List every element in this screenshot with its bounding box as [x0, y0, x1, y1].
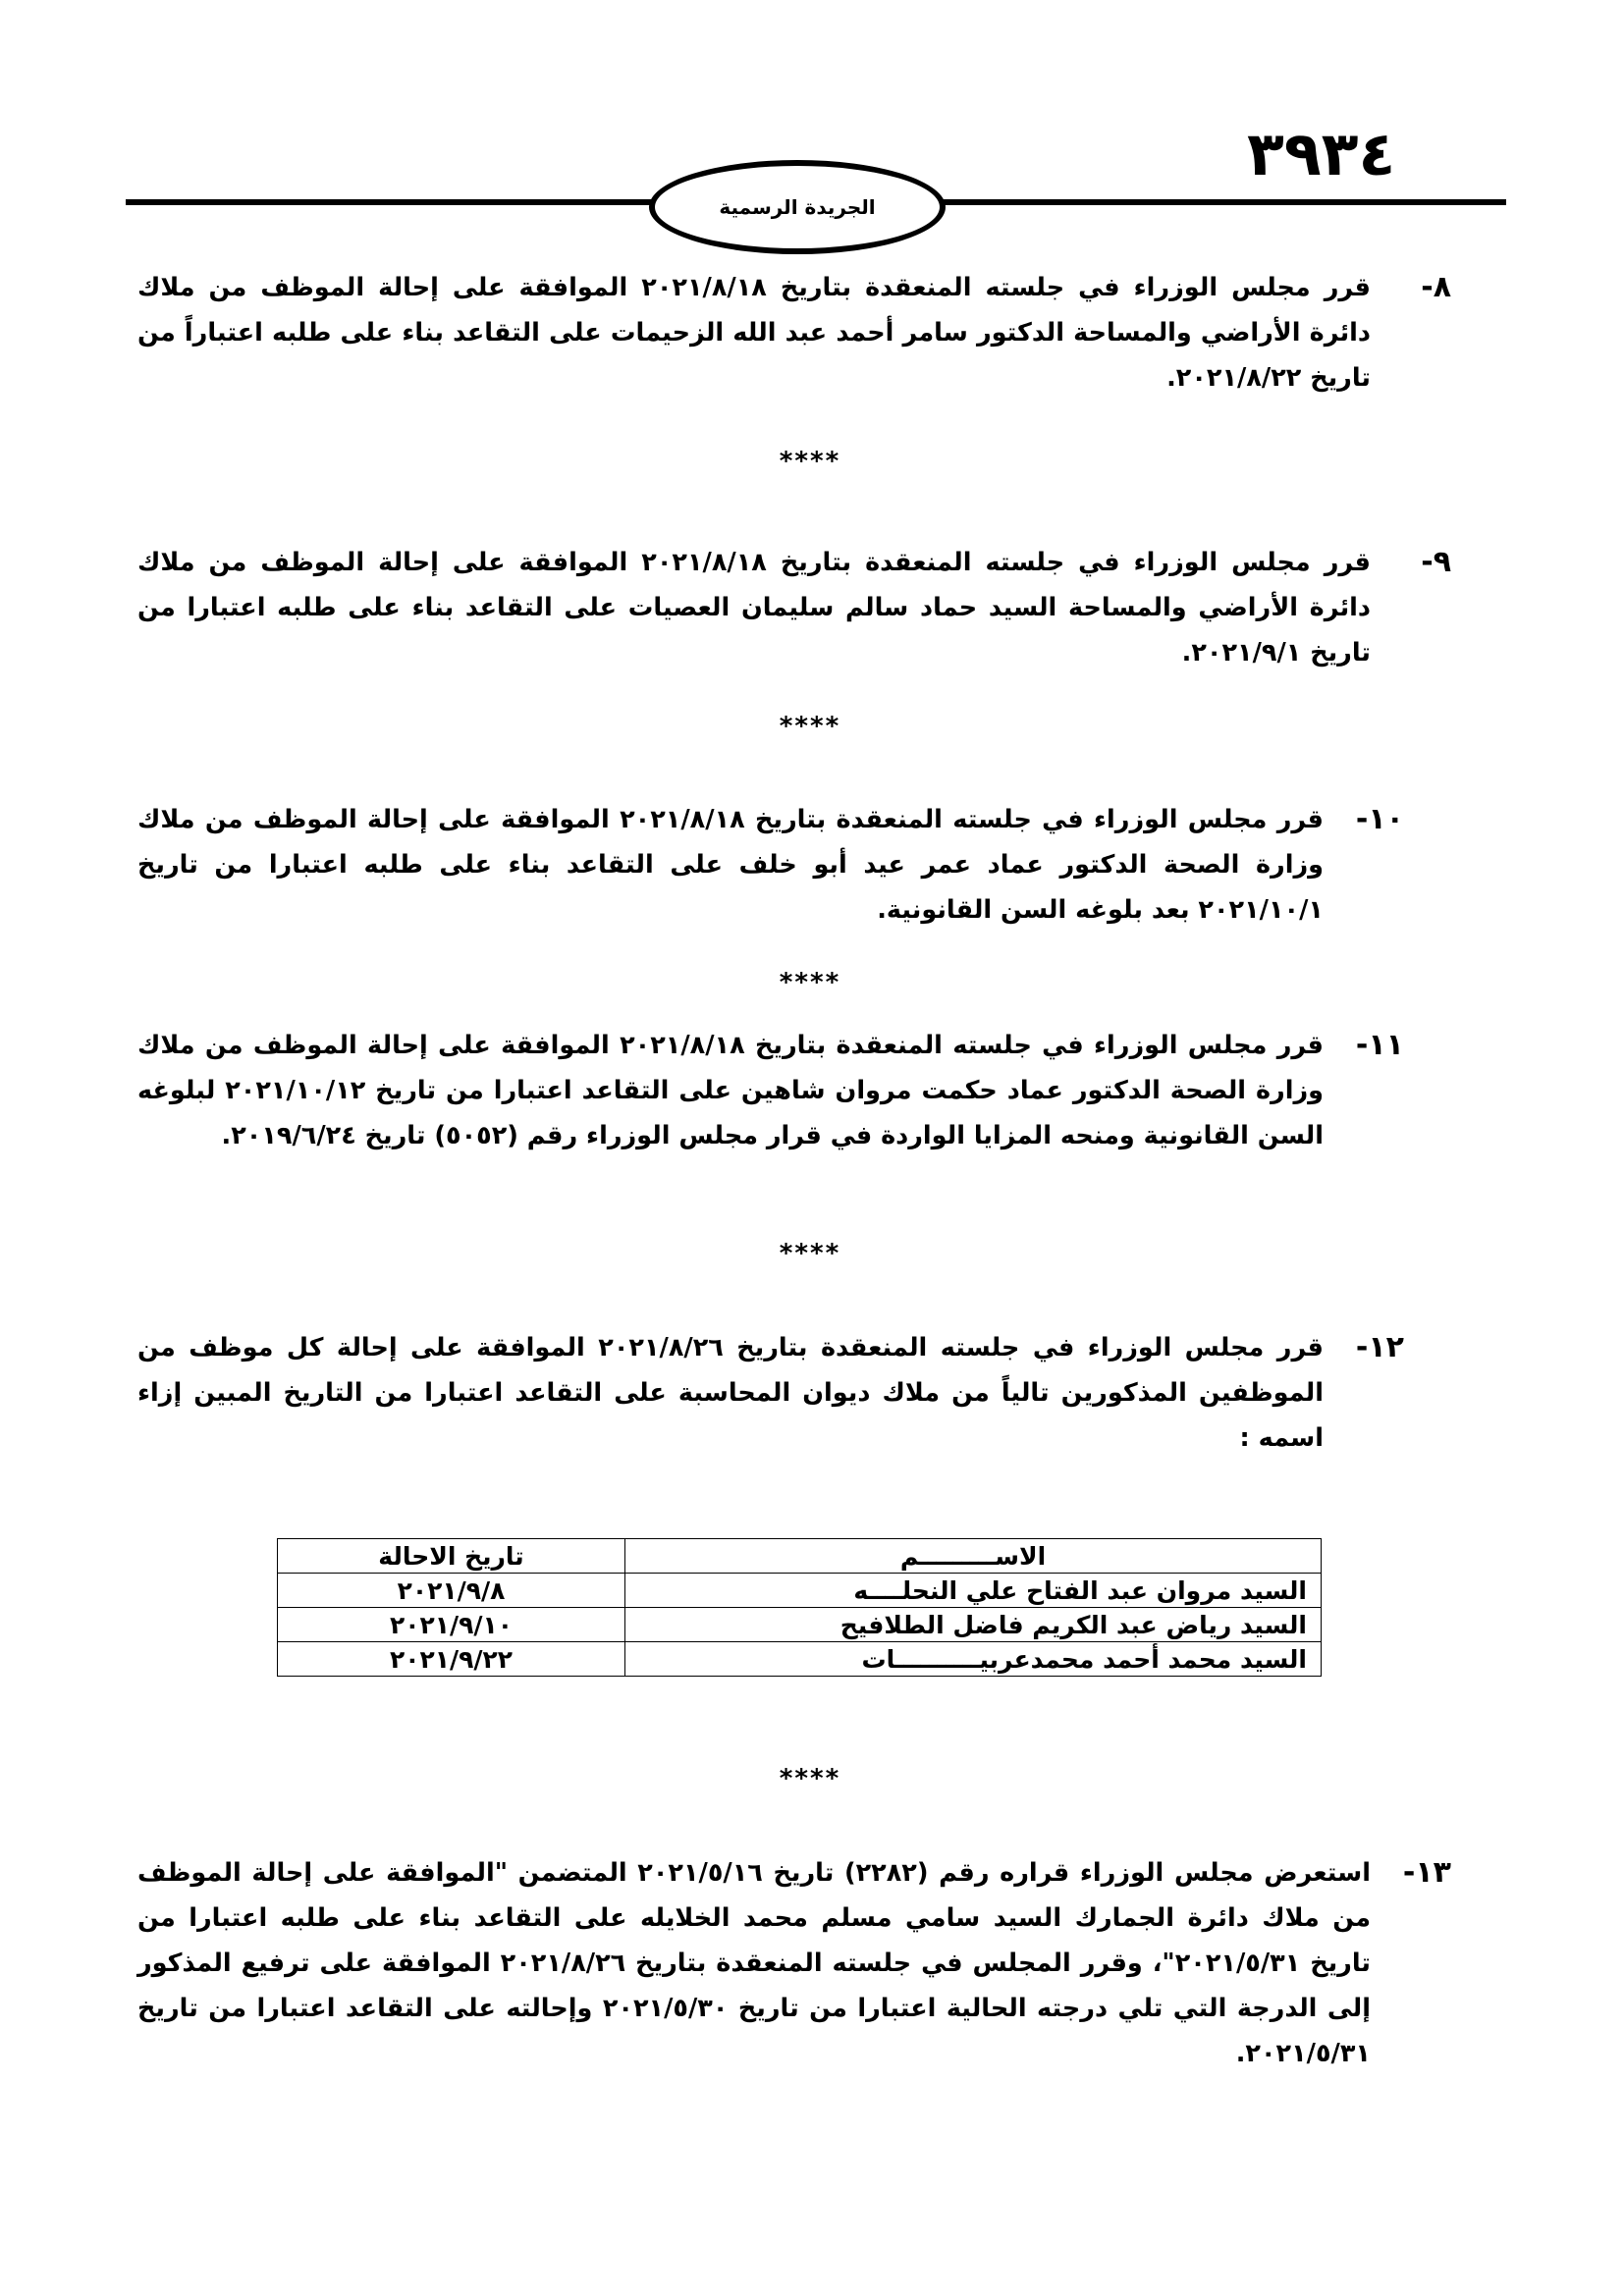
- item-text: استعرض مجلس الوزراء قراره رقم (٢٢٨٢) تاريخ ٢٠٢١/٥/١٦ المتضمن "الموافقة على إحالة الموظف من ملاك دائرة الجمارك السيد سامي مسلم محمد الخلايله على التقاعد بناء على طلبه اعتبارا من تاريخ ٢٠٢١/٥/٣١"، وقرر المجلس في جلسته المنعقدة بتاريخ ٢٠٢١/٨/٢٦ الموافقة على ترفيع المذكور إلى الدرجة التي تلي درجته الحالية اعتبارا من تاريخ ٢٠٢١/٥/٣٠ وإحالته على التقاعد اعتبارا من تاريخ ٢٠٢١/٥/٣١.: [137, 1858, 1371, 2068]
- item-text: قرر مجلس الوزراء في جلسته المنعقدة بتاريخ ٢٠٢١/٨/٢٦ الموافقة على إحالة كل موظف من الموظفين المذكورين تالياً من ملاك ديوان المحاسبة على التقاعد اعتبارا من التاريخ المبين إزاء اسمه :: [137, 1333, 1324, 1453]
- page-number: ٣٩٣٤: [1247, 118, 1396, 189]
- item-text: قرر مجلس الوزراء في جلسته المنعقدة بتاريخ ٢٠٢١/٨/١٨ الموافقة على إحالة الموظف من ملاك دائرة الأراضي والمساحة السيد حماد سالم سليمان العصيات على التقاعد بناء على طلبه اعتبارا من تاريخ ٢٠٢١/٩/١.: [137, 548, 1371, 667]
- item-number: ١١-: [1355, 1028, 1404, 1062]
- separator: ****: [779, 712, 841, 741]
- column-header-date: تاريخ الاحالة: [278, 1539, 625, 1574]
- cell-name: السيد محمد أحمد محمدعربيــــــــــات: [625, 1642, 1322, 1677]
- item-number: ١٢-: [1355, 1330, 1404, 1364]
- item-number: ٨-: [1421, 270, 1451, 304]
- item-number: ١٣-: [1402, 1855, 1451, 1890]
- item-text: قرر مجلس الوزراء في جلسته المنعقدة بتاريخ ٢٠٢١/٨/١٨ الموافقة على إحالة الموظف من ملاك وزارة الصحة الدكتور عماد عمر عيد أبو خلف على التقاعد بناء على طلبه اعتبارا من تاريخ ٢٠٢١/١٠/١ بعد بلوغه السن القانونية.: [137, 805, 1324, 925]
- decision-item-13: [137, 1850, 1451, 2076]
- decision-item-12: [137, 1325, 1404, 1461]
- gazette-title-oval: [649, 160, 946, 254]
- separator: ****: [779, 968, 841, 997]
- decision-item-10: [137, 797, 1404, 933]
- cell-date: ٢٠٢١/٩/٢٢: [278, 1642, 625, 1677]
- table-row: [278, 1574, 1322, 1608]
- decision-item-11: [137, 1023, 1404, 1158]
- decision-item-9: [137, 540, 1451, 675]
- gazette-title: الجريدة الرسمية: [719, 195, 876, 219]
- table-row: [278, 1642, 1322, 1677]
- item-text: قرر مجلس الوزراء في جلسته المنعقدة بتاريخ ٢٠٢١/٨/١٨ الموافقة على إحالة الموظف من ملاك وزارة الصحة الدكتور عماد حكمت مروان شاهين على التقاعد اعتبارا من تاريخ ٢٠٢١/١٠/١٢ لبلوغه السن القانونية ومنحه المزايا الواردة في قرار مجلس الوزراء رقم (٥٠٥٢) تاريخ ٢٠١٩/٦/٢٤.: [137, 1031, 1324, 1150]
- item-number: ٩-: [1421, 545, 1451, 579]
- item-number: ١٠-: [1355, 802, 1404, 836]
- table-row: [278, 1608, 1322, 1642]
- decision-item-8: [137, 265, 1451, 400]
- cell-date: ٢٠٢١/٩/١٠: [278, 1608, 625, 1642]
- separator: ****: [779, 1764, 841, 1793]
- retirees-table: [277, 1538, 1322, 1677]
- item-text: قرر مجلس الوزراء في جلسته المنعقدة بتاريخ ٢٠٢١/٨/١٨ الموافقة على إحالة الموظف من ملاك دائرة الأراضي والمساحة الدكتور سامر أحمد عبد الله الزحيمات على التقاعد بناء على طلبه اعتباراً من تاريخ ٢٠٢١/٨/٢٢.: [137, 273, 1371, 393]
- table-header-row: [278, 1539, 1322, 1574]
- cell-name: السيد رياض عبد الكريم فاضل الطلافيح: [625, 1608, 1322, 1642]
- column-header-name: الاســـــــــم: [625, 1539, 1322, 1574]
- cell-date: ٢٠٢١/٩/٨: [278, 1574, 625, 1608]
- cell-name: السيد مروان عبد الفتاح علي النحلــــه: [625, 1574, 1322, 1608]
- separator: ****: [779, 1239, 841, 1268]
- separator: ****: [779, 447, 841, 476]
